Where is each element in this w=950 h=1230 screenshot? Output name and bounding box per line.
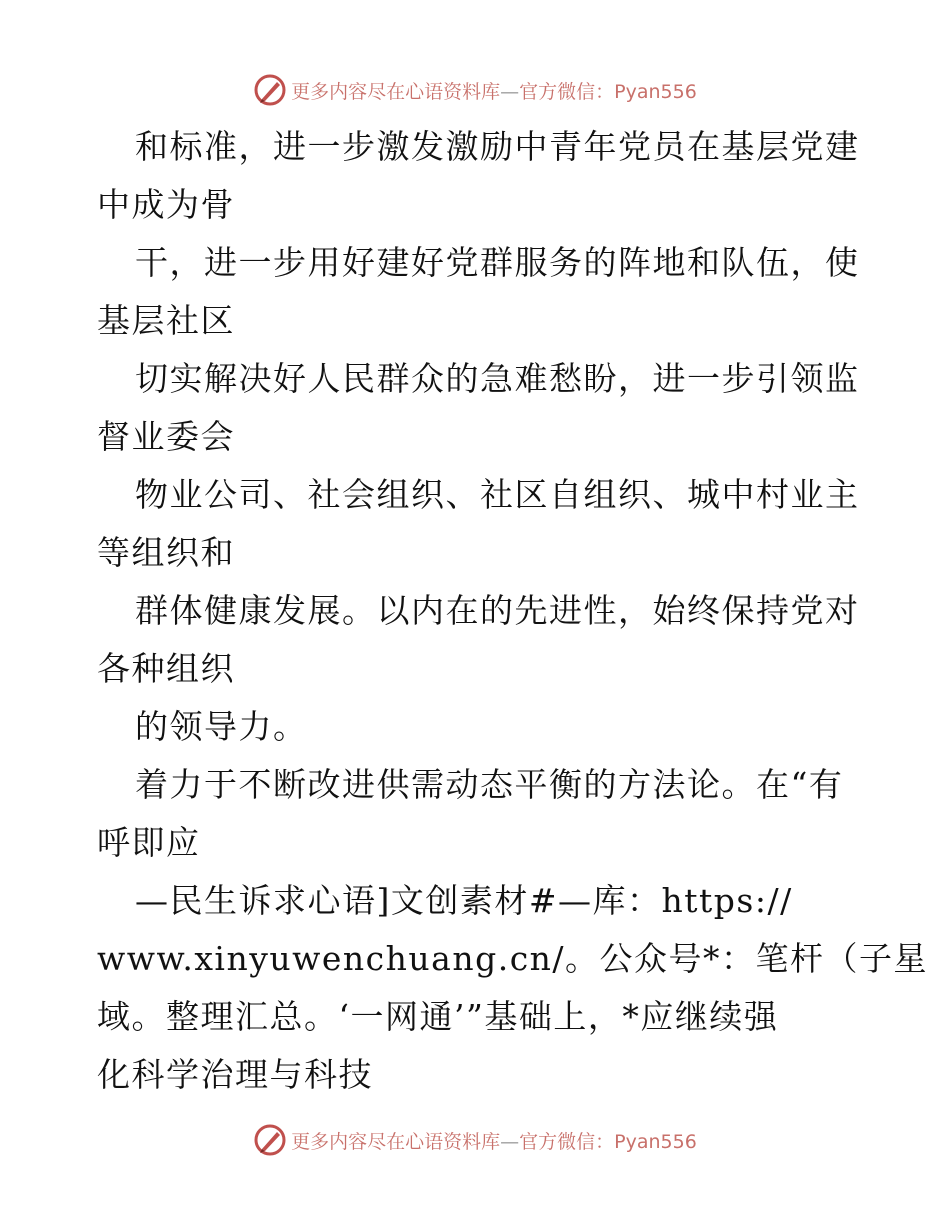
header-contact-text: 官方微信：Pyan556	[519, 80, 697, 103]
body-line: 物业公司、社会组织、社区自组织、城中村业主	[135, 475, 860, 514]
body-line: 呼即应	[97, 823, 201, 862]
body-line: 等组织和	[97, 533, 235, 572]
header-separator: —	[500, 80, 520, 103]
header-watermark	[0, 70, 950, 110]
footer-brand-text: 更多内容尽在心语资料库	[291, 1130, 501, 1153]
footer-watermark	[0, 1120, 950, 1160]
footer-contact-text: 官方微信：Pyan556	[519, 1130, 697, 1153]
body-line: 和标准，进一步激发激励中青年党员在基层党建	[135, 127, 860, 166]
document-body	[97, 118, 929, 1104]
pen-logo-icon	[253, 73, 287, 107]
footer-separator: —	[500, 1130, 520, 1153]
body-line: 中成为骨	[97, 185, 235, 224]
body-line: 切实解决好人民群众的急难愁盼，进一步引领监	[135, 359, 860, 398]
body-line: 干，进一步用好建好党群服务的阵地和队伍，使	[135, 243, 860, 282]
body-line: 化科学治理与科技	[97, 1055, 373, 1094]
body-line: 群体健康发展。以内在的先进性，始终保持党对	[135, 591, 860, 630]
body-line: 域。整理汇总。‘一网通’”基础上，*应继续强	[97, 997, 779, 1036]
body-line: 着力于不断改进供需动态平衡的方法论。在“有	[135, 765, 844, 804]
body-line: 各种组织	[97, 649, 235, 688]
header-brand-text: 更多内容尽在心语资料库	[291, 80, 501, 103]
body-line: 基层社区	[97, 301, 235, 340]
body-line: 督业委会	[97, 417, 235, 456]
body-line: —民生诉求心语]文创素材#—库：https://	[135, 881, 793, 920]
body-line: 的领导力。	[135, 707, 308, 746]
pen-logo-icon	[253, 1123, 287, 1157]
body-line: www.xinyuwenchuang.cn/。公众号*：笔杆（子星	[97, 939, 929, 978]
